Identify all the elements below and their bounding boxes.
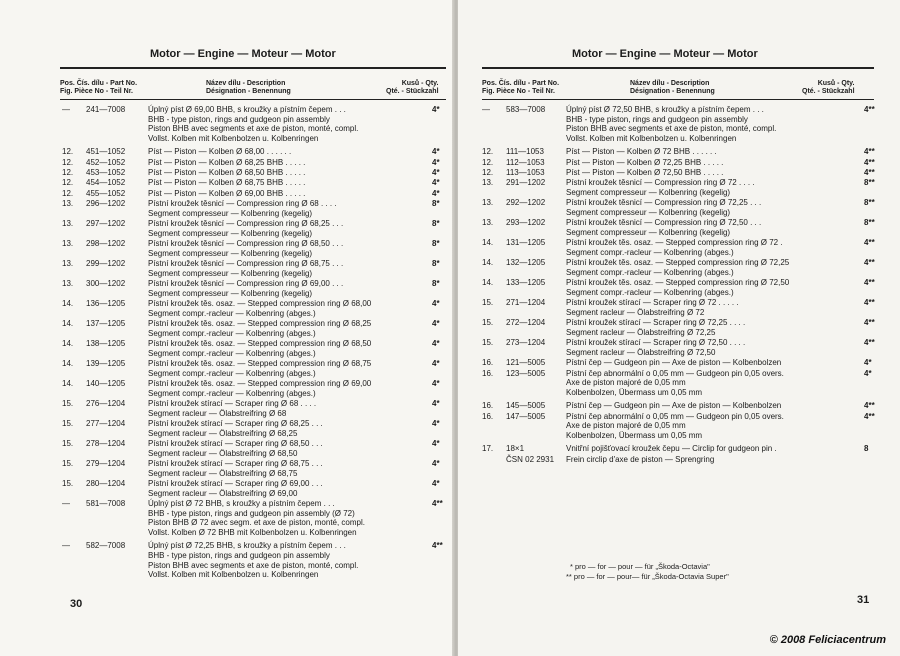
entry-fig: 14. bbox=[62, 379, 74, 389]
entry-part-number: 452—1052 bbox=[86, 157, 126, 167]
entry-quantity: 4* bbox=[432, 299, 440, 309]
entry-part-number: 278—1204 bbox=[86, 439, 126, 449]
entry-description-line: Pístní kroužek stírací — Scraper ring Ø 72,50 . . . . bbox=[566, 338, 746, 348]
entry-description-line: Pístní kroužek stírací — Scraper ring Ø 68,75 . . . bbox=[148, 459, 323, 469]
entry-description-line: Píst — Piston — Kolben Ø 72,25 BHB . . . . . bbox=[566, 157, 724, 167]
entry-description-line: Pístní kroužek těs. osaz. — Stepped compression ring Ø 68,00 bbox=[148, 299, 372, 309]
entry-quantity: 4** bbox=[432, 541, 443, 551]
entry-fig: 15. bbox=[482, 298, 494, 308]
entry-quantity: 8* bbox=[432, 279, 440, 289]
entry-fig: 15. bbox=[62, 479, 74, 489]
entry-description-line: Úplný píst Ø 69,00 BHB, s kroužky a pístním čepem . . . bbox=[148, 105, 346, 114]
right-col-desc1: Název dílu - Description bbox=[630, 80, 710, 87]
part-entry bbox=[62, 419, 450, 438]
entry-description-line: Piston BHB Ø 72 avec segm. et axe de piston, monté, compl. bbox=[148, 518, 365, 528]
entry-quantity: 4** bbox=[864, 105, 875, 114]
part-entry bbox=[62, 541, 450, 579]
entry-part-number: 291—1202 bbox=[506, 178, 546, 188]
entry-quantity: 4** bbox=[432, 499, 443, 509]
entry-fig: 17. bbox=[482, 444, 494, 454]
entry-description-line: Píst — Piston — Kolben Ø 72 BHB . . . . . . bbox=[566, 147, 717, 157]
entry-description-line: Píst — Piston — Kolben Ø 68,50 BHB . . . . . bbox=[148, 168, 306, 177]
entry-fig: 14. bbox=[62, 359, 74, 369]
entry-fig: 12. bbox=[62, 178, 74, 188]
right-col-pos: Pos. Čís. dílu - Part No. bbox=[482, 80, 560, 87]
entry-part-number: 272—1204 bbox=[506, 318, 546, 328]
entry-fig: 16. bbox=[482, 411, 494, 421]
entry-description-line: Segment compresseur — Kolbenring (kegelig) bbox=[148, 268, 313, 278]
entry-fig: 12. bbox=[62, 157, 74, 167]
entry-fig: — bbox=[62, 499, 70, 509]
left-colhead-part bbox=[60, 80, 137, 96]
entry-description-line: Vollst. Kolben mit Kolbenbolzen u. Kolbenringen bbox=[148, 570, 319, 580]
entry-quantity: 8** bbox=[864, 178, 875, 188]
entry-fig: 15. bbox=[62, 399, 74, 409]
part-entry bbox=[62, 279, 450, 298]
part-entry bbox=[62, 439, 450, 458]
part-entry bbox=[62, 158, 450, 168]
left-colhead-qty bbox=[386, 80, 439, 96]
entry-quantity: 4* bbox=[432, 479, 440, 489]
right-colhead-desc bbox=[630, 80, 715, 96]
part-entry bbox=[482, 401, 892, 411]
left-col-qty1: Kusů - Qty. bbox=[401, 80, 439, 87]
entry-part-number: 138—1205 bbox=[86, 339, 126, 349]
entry-quantity: 4** bbox=[864, 157, 875, 167]
entry-part-number: 123—5005 bbox=[506, 368, 546, 378]
entry-description-line: Pístní kroužek těsnicí — Compression ring Ø 72,25 . . . bbox=[566, 198, 762, 208]
entry-part-number: 131—1205 bbox=[506, 238, 546, 248]
entry-fig: 15. bbox=[62, 459, 74, 469]
right-col-qty1: Kusů - Qty. bbox=[817, 80, 855, 87]
entry-part-number: 293—1202 bbox=[506, 218, 546, 228]
right-heading-rule bbox=[482, 67, 874, 69]
copyright-watermark: © 2008 Feliciacentrum bbox=[769, 634, 886, 646]
entry-description-line: Pístní kroužek těs. osaz. — Stepped compression ring Ø 69,00 bbox=[148, 379, 372, 389]
entry-fig: 12. bbox=[62, 147, 74, 157]
entry-quantity: 8** bbox=[864, 218, 875, 228]
left-heading: Motor — Engine — Moteur — Motor bbox=[150, 48, 336, 60]
entry-description-line: Segment compresseur — Kolbenring (kegelig) bbox=[148, 208, 313, 218]
entry-fig: 13. bbox=[62, 239, 74, 249]
part-entry bbox=[482, 369, 892, 398]
entry-part-number: 299—1202 bbox=[86, 259, 126, 269]
entry-quantity: 4** bbox=[864, 147, 875, 157]
entry-description-line: Pístní kroužek těs. osaz. — Stepped compression ring Ø 68,50 bbox=[148, 339, 372, 349]
entry-description-line: Segment racleur — Ölabstreifring Ø 72,25 bbox=[566, 327, 716, 337]
entry-description-line: Axe de piston majoré de 0,05 mm bbox=[566, 378, 686, 388]
left-col-pos: Pos. Čís. dílu - Part No. bbox=[60, 80, 138, 87]
entry-quantity: 4* bbox=[432, 439, 440, 449]
part-entry bbox=[62, 319, 450, 338]
entry-quantity: 8* bbox=[432, 219, 440, 229]
right-col-fig: Fig. Pièce No - Teil Nr. bbox=[482, 88, 555, 95]
part-entry bbox=[482, 338, 892, 357]
entry-fig: — bbox=[482, 105, 490, 114]
entry-part-number: 583—7008 bbox=[506, 105, 546, 114]
entry-fig: 15. bbox=[62, 439, 74, 449]
entry-part-number: 451—1052 bbox=[86, 147, 126, 157]
entry-description-line: Piston BHB avec segments et axe de piston, monté, compl. bbox=[148, 124, 359, 134]
entry-description-line: Segment compr.-racleur — Kolbenring (abges.) bbox=[148, 368, 316, 378]
entry-part-number: 136—1205 bbox=[86, 299, 126, 309]
entry-description-line: Segment compr.-racleur — Kolbenring (abges.) bbox=[566, 287, 734, 297]
entry-part-number: 582—7008 bbox=[86, 541, 126, 551]
left-page-number: 30 bbox=[70, 598, 83, 610]
entry-part-number: 296—1202 bbox=[86, 199, 126, 209]
entry-fig: 14. bbox=[62, 319, 74, 329]
entry-fig: 13. bbox=[482, 178, 494, 188]
entry-fig: 13. bbox=[62, 219, 74, 229]
entry-fig: 15. bbox=[482, 338, 494, 348]
entry-description-line: BHB - type piston, rings and gudgeon pin assembly bbox=[566, 114, 748, 124]
entry-fig: 16. bbox=[482, 358, 494, 368]
entry-description-line: Segment compr.-racleur — Kolbenring (abges.) bbox=[148, 348, 316, 358]
entry-description-line: Pístní čep — Gudgeon pin — Axe de piston — Kolbenbolzen bbox=[566, 358, 782, 368]
part-entry bbox=[482, 168, 892, 178]
right-page-number: 31 bbox=[857, 594, 870, 606]
entry-part-number: 139—1205 bbox=[86, 359, 126, 369]
entry-quantity: 4* bbox=[432, 168, 440, 177]
entry-part-number: 454—1052 bbox=[86, 178, 126, 188]
entry-quantity: 4* bbox=[432, 399, 440, 409]
right-colhead-qty bbox=[802, 80, 855, 96]
entry-fig: 14. bbox=[482, 238, 494, 248]
entry-quantity: 4* bbox=[432, 178, 440, 188]
entry-quantity: 4* bbox=[432, 157, 440, 167]
entry-description-line: Segment racleur — Ölabstreifring Ø 72 bbox=[566, 307, 705, 317]
entry-description-line: Segment racleur — Ölabstreifring Ø 69,00 bbox=[148, 488, 298, 498]
part-entry bbox=[62, 459, 450, 478]
entry-quantity: 4* bbox=[432, 147, 440, 157]
entry-quantity: 4* bbox=[432, 339, 440, 349]
entry-description-line: BHB - type piston, rings and gudgeon pin assembly (Ø 72) bbox=[148, 508, 355, 518]
left-colhead-desc bbox=[206, 80, 291, 96]
entry-quantity: 8 bbox=[864, 444, 869, 454]
right-colhead-rule bbox=[482, 99, 874, 100]
entry-part-number: 277—1204 bbox=[86, 419, 126, 429]
entry-quantity: 8* bbox=[432, 199, 440, 209]
entry-description-line: Pístní čep abnormální o 0,05 mm — Gudgeon pin 0,05 overs. bbox=[566, 368, 784, 378]
entry-description-line: Úplný píst Ø 72 BHB, s kroužky a pístním čepem . . . bbox=[148, 499, 335, 509]
left-colhead-rule bbox=[60, 99, 446, 100]
entry-fig: 13. bbox=[482, 198, 494, 208]
entry-description-line: Pístní kroužek těsnicí — Compression ring Ø 68,75 . . . bbox=[148, 259, 344, 269]
entry-part-number: 147—5005 bbox=[506, 411, 546, 421]
left-col-qty2: Qté. - Stückzahl bbox=[386, 88, 439, 95]
entry-fig: 12. bbox=[482, 168, 494, 177]
part-entry bbox=[482, 455, 892, 465]
part-entry bbox=[62, 199, 450, 218]
entry-part-number: 453—1052 bbox=[86, 168, 126, 177]
entry-fig: — bbox=[62, 105, 70, 114]
entry-quantity: 8** bbox=[864, 198, 875, 208]
entry-description-line: Píst — Piston — Kolben Ø 72,50 BHB . . . . . bbox=[566, 168, 724, 177]
entry-description-line: Pístní kroužek těs. osaz. — Stepped compression ring Ø 68,25 bbox=[148, 319, 372, 329]
entry-description-line: Piston BHB avec segments et axe de piston, monté, compl. bbox=[566, 124, 777, 134]
entry-description-line: Segment compr.-racleur — Kolbenring (abges.) bbox=[148, 388, 316, 398]
entry-description-line: Úplný píst Ø 72,50 BHB, s kroužky a pístním čepem . . . bbox=[566, 105, 764, 114]
part-entry bbox=[62, 219, 450, 238]
entry-part-number: 455—1052 bbox=[86, 188, 126, 198]
entry-description-line: Pístní kroužek stírací — Scraper ring Ø 68,25 . . . bbox=[148, 419, 323, 429]
entry-description-line: Pístní kroužek stírací — Scraper ring Ø 69,00 . . . bbox=[148, 479, 323, 489]
entry-part-number: 113—1053 bbox=[506, 168, 545, 177]
entry-part-number: 298—1202 bbox=[86, 239, 126, 249]
entry-description-line: Segment racleur — Ölabstreifring Ø 68,50 bbox=[148, 448, 298, 458]
entry-fig: 13. bbox=[482, 218, 494, 228]
entry-quantity: 4* bbox=[864, 368, 872, 378]
entry-quantity: 8* bbox=[432, 239, 440, 249]
entry-description-line: Pístní kroužek stírací — Scraper ring Ø 68 . . . . bbox=[148, 399, 317, 409]
entry-fig: 16. bbox=[482, 401, 494, 411]
entry-description-line: Segment racleur — Ölabstreifring Ø 72,50 bbox=[566, 347, 716, 357]
entry-quantity: 4* bbox=[864, 358, 872, 368]
part-entry bbox=[62, 168, 450, 178]
entry-quantity: 4* bbox=[432, 379, 440, 389]
entry-quantity: 4** bbox=[864, 318, 875, 328]
part-entry bbox=[482, 105, 892, 143]
entry-quantity: 4** bbox=[864, 298, 875, 308]
right-col-qty2: Qté. - Stückzahl bbox=[802, 88, 855, 95]
entry-part-number: 18×1 bbox=[506, 444, 525, 454]
entry-quantity: 8* bbox=[432, 259, 440, 269]
entry-part-number: 292—1202 bbox=[506, 198, 546, 208]
entry-fig: 16. bbox=[482, 368, 494, 378]
right-heading: Motor — Engine — Moteur — Motor bbox=[572, 48, 758, 60]
entry-description-line: Pístní kroužek těsnicí — Compression ring Ø 72 . . . . bbox=[566, 178, 755, 188]
entry-description-line: Segment racleur — Ölabstreifring Ø 68 bbox=[148, 408, 287, 418]
part-entry bbox=[482, 318, 892, 337]
entry-quantity: 4* bbox=[432, 188, 440, 198]
entry-quantity: 4** bbox=[864, 411, 875, 421]
part-entry bbox=[482, 278, 892, 297]
entry-description-line: Píst — Piston — Kolben Ø 68,75 BHB . . . . . bbox=[148, 178, 306, 188]
entry-description-line: Pístní kroužek těsnicí — Compression ring Ø 68,50 . . . bbox=[148, 239, 344, 249]
entry-fig: 12. bbox=[62, 188, 74, 198]
entry-description-line: Segment compresseur — Kolbenring (kegelig) bbox=[566, 187, 731, 197]
entry-fig: 14. bbox=[482, 278, 494, 288]
part-entry bbox=[482, 218, 892, 237]
entry-description-line: Segment compr.-racleur — Kolbenring (abges.) bbox=[566, 267, 734, 277]
part-entry bbox=[62, 189, 450, 199]
entry-description-line: Segment compresseur — Kolbenring (kegelig) bbox=[148, 288, 313, 298]
entry-description-line: Segment compresseur — Kolbenring (kegelig) bbox=[566, 207, 731, 217]
part-entry bbox=[482, 198, 892, 217]
entry-fig: 12. bbox=[482, 147, 494, 157]
entry-description-line: Kolbenbolzen, Übermass um 0,05 mm bbox=[566, 387, 703, 397]
entry-description-line: Pístní kroužek stírací — Scraper ring Ø 72 . . . . . bbox=[566, 298, 739, 308]
entry-quantity: 4* bbox=[432, 319, 440, 329]
part-entry bbox=[62, 499, 450, 537]
entry-description-line: Pístní kroužek těsnicí — Compression ring Ø 68,25 . . . bbox=[148, 219, 344, 229]
entry-description-line: Pístní kroužek těs. osaz. — Stepped compression ring Ø 72,25 bbox=[566, 258, 790, 268]
entry-description-line: Segment compr.-racleur — Kolbenring (abges.) bbox=[148, 328, 316, 338]
entry-part-number: 121—5005 bbox=[506, 358, 546, 368]
right-page bbox=[458, 0, 900, 656]
entry-fig: 12. bbox=[62, 168, 74, 177]
entry-quantity: 4* bbox=[432, 105, 440, 114]
part-entry bbox=[482, 298, 892, 317]
entry-description-line: Pístní kroužek těsnicí — Compression ring Ø 69,00 . . . bbox=[148, 279, 344, 289]
entry-quantity: 4* bbox=[432, 419, 440, 429]
entry-description-line: Piston BHB avec segments et axe de piston, monté, compl. bbox=[148, 560, 359, 570]
entry-description-line: Segment compr.-racleur — Kolbenring (abges.) bbox=[566, 247, 734, 257]
entry-quantity: 4* bbox=[432, 459, 440, 469]
entry-quantity: 4** bbox=[864, 238, 875, 248]
entry-part-number: 111—1053 bbox=[506, 147, 544, 157]
entry-part-number: 132—1205 bbox=[506, 258, 546, 268]
entry-part-number: 280—1204 bbox=[86, 479, 126, 489]
entry-description-line: Pístní kroužek těsnicí — Compression ring Ø 72,50 . . . bbox=[566, 218, 762, 228]
part-entry bbox=[62, 259, 450, 278]
entry-part-number: 145—5005 bbox=[506, 401, 546, 411]
entry-description-line: Píst — Piston — Kolben Ø 69,00 BHB . . . . . bbox=[148, 188, 306, 198]
entry-quantity: 4** bbox=[864, 258, 875, 268]
part-entry bbox=[482, 158, 892, 168]
part-entry bbox=[482, 358, 892, 368]
entry-description-line: Vollst. Kolben Ø 72 BHB mit Kolbenbolzen u. Kolbenringen bbox=[148, 527, 357, 537]
entry-description-line: Segment compresseur — Kolbenring (kegelig) bbox=[148, 228, 313, 238]
entry-fig: 14. bbox=[482, 258, 494, 268]
entry-description-line: Segment compr.-racleur — Kolbenring (abges.) bbox=[148, 308, 316, 318]
part-entry bbox=[62, 359, 450, 378]
entry-part-number: 581—7008 bbox=[86, 499, 126, 509]
entry-part-number: 137—1205 bbox=[86, 319, 126, 329]
part-entry bbox=[482, 147, 892, 157]
part-entry bbox=[62, 379, 450, 398]
left-heading-rule bbox=[60, 67, 446, 69]
entry-part-number: 297—1202 bbox=[86, 219, 126, 229]
entry-quantity: 4* bbox=[432, 359, 440, 369]
right-colhead-part bbox=[482, 80, 559, 96]
entry-description-line: Vnitřní pojišťovací kroužek čepu — Circlip for gudgeon pin . bbox=[566, 444, 777, 454]
entry-description-line: Vollst. Kolben mit Kolbenbolzen u. Kolbenringen bbox=[566, 133, 737, 143]
entry-description-line: Pístní kroužek těs. osaz. — Stepped compression ring Ø 68,75 bbox=[148, 359, 372, 369]
footnote-octavia-super: ** pro — for — pour— für „Škoda-Octavia Super" bbox=[566, 572, 729, 581]
entry-description-line: Píst — Piston — Kolben Ø 68,00 . . . . . . bbox=[148, 147, 292, 157]
entry-description-line: Pístní kroužek těsnicí — Compression ring Ø 68 . . . . bbox=[148, 199, 337, 209]
entry-part-number: 112—1053 bbox=[506, 157, 545, 167]
entry-quantity: 4** bbox=[864, 168, 875, 177]
part-entry bbox=[62, 178, 450, 188]
entry-description-line: Vollst. Kolben mit Kolbenbolzen u. Kolbenringen bbox=[148, 133, 319, 143]
entry-description-line: Pístní čep — Gudgeon pin — Axe de piston — Kolbenbolzen bbox=[566, 401, 782, 411]
entry-description-line: Segment compresseur — Kolbenring (kegelig) bbox=[566, 227, 731, 237]
part-entry bbox=[482, 444, 892, 454]
entry-part-number: 271—1204 bbox=[506, 298, 546, 308]
entry-description-line: Segment racleur — Ölabstreifring Ø 68,25 bbox=[148, 428, 298, 438]
left-col-fig: Fig. Pièce No - Teil Nr. bbox=[60, 88, 133, 95]
entry-fig: 13. bbox=[62, 279, 74, 289]
entry-description-line: Pístní kroužek stírací — Scraper ring Ø 68,50 . . . bbox=[148, 439, 323, 449]
part-entry bbox=[482, 258, 892, 277]
part-entry bbox=[62, 479, 450, 498]
entry-fig: 14. bbox=[62, 339, 74, 349]
entry-quantity: 4** bbox=[864, 401, 875, 411]
part-entry bbox=[482, 178, 892, 197]
footnote-octavia: * pro — for — pour — für „Škoda-Octavia" bbox=[570, 562, 710, 571]
entry-description-line: BHB - type piston, rings and gudgeon pin assembly bbox=[148, 550, 330, 560]
part-entry bbox=[482, 238, 892, 257]
entry-part-number: 273—1204 bbox=[506, 338, 546, 348]
entry-description-line: Píst — Piston — Kolben Ø 68,25 BHB . . . . . bbox=[148, 157, 306, 167]
entry-description-line: Pístní kroužek stírací — Scraper ring Ø 72,25 . . . . bbox=[566, 318, 746, 328]
left-col-desc1: Název dílu - Description bbox=[206, 80, 286, 87]
entry-part-number: 300—1202 bbox=[86, 279, 126, 289]
part-entry bbox=[62, 239, 450, 258]
entry-description-line: Kolbenbolzen, Übermass um 0,05 mm bbox=[566, 430, 703, 440]
entry-fig: — bbox=[62, 541, 70, 551]
part-entry bbox=[482, 412, 892, 441]
entry-part-number: 133—1205 bbox=[506, 278, 546, 288]
part-entry bbox=[62, 147, 450, 157]
entry-description-line: Úplný píst Ø 72,25 BHB, s kroužky a pístním čepem . . . bbox=[148, 541, 346, 551]
entry-part-number: ČSN 02 2931 bbox=[506, 454, 555, 464]
entry-fig: 13. bbox=[62, 259, 74, 269]
entry-description-line: BHB - type piston, rings and gudgeon pin assembly bbox=[148, 114, 330, 124]
left-col-desc2: Désignation - Benennung bbox=[206, 88, 291, 95]
entry-description-line: Axe de piston majoré de 0,05 mm bbox=[566, 421, 686, 431]
entry-part-number: 241—7008 bbox=[86, 105, 126, 114]
entry-quantity: 4** bbox=[864, 338, 875, 348]
entry-description-line: Pístní kroužek těs. osaz. — Stepped compression ring Ø 72 . bbox=[566, 238, 783, 248]
entry-part-number: 276—1204 bbox=[86, 399, 126, 409]
entry-description-line: Segment racleur — Ölabstreifring Ø 68,75 bbox=[148, 468, 298, 478]
part-entry bbox=[62, 339, 450, 358]
entry-description-line: Frein circlip d'axe de piston — Sprengring bbox=[566, 454, 715, 464]
entry-fig: 14. bbox=[62, 299, 74, 309]
part-entry bbox=[62, 105, 450, 143]
entry-quantity: 4** bbox=[864, 278, 875, 288]
entry-fig: 15. bbox=[482, 318, 494, 328]
entry-description-line: Segment compresseur — Kolbenring (kegelig) bbox=[148, 248, 313, 258]
entry-description-line: Pístní čep abnormální o 0,05 mm — Gudgeon pin 0,05 overs. bbox=[566, 411, 784, 421]
entry-part-number: 140—1205 bbox=[86, 379, 126, 389]
entry-part-number: 279—1204 bbox=[86, 459, 126, 469]
entry-fig: 13. bbox=[62, 199, 74, 209]
entry-description-line: Pístní kroužek těs. osaz. — Stepped compression ring Ø 72,50 bbox=[566, 278, 790, 288]
entry-fig: 12. bbox=[482, 157, 494, 167]
entry-fig: 15. bbox=[62, 419, 74, 429]
part-entry bbox=[62, 399, 450, 418]
part-entry bbox=[62, 299, 450, 318]
right-col-desc2: Désignation - Benennung bbox=[630, 88, 715, 95]
